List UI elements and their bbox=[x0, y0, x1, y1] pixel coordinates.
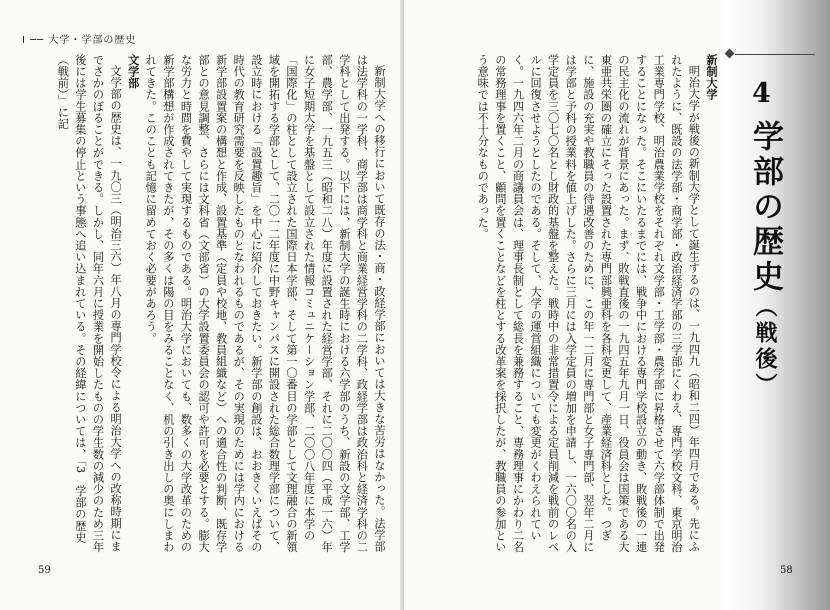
right-paragraph: 明治大学が戦後の新制大学として誕生するのは、一九四九（昭和二四）年四月である。先にふれたように、既設の法学部・商学部・政治経済学部の三学部にくわえ、専門学校文科、東京明治工業専門学校、明治農業学校をそれぞれ文学部・工学部・農学部に昇格させて六学部体制で出発することになった。そこにいたるまでには、戦争中における専門学校設立の動き、敗戦後の一連の民主化の流れが背景にあった。まず、敗戦直後の一九四五年九月一日、役員会は国策である大東亜共栄圏の確立にそった設置された専門部興亜科を各科変更して、産業経済科とした。つぎに、施設の充実や教職員の待遇改善のために、この年一二月に専門部と女子専門部、翌年二月には学部と予科の授業料を値上げした。さらに三月には入学定員の増加を申請し、一六〇〇名の入学定員を三〇七〇名とし財政的基盤を整えた。戦時中の非常措置令による定員削減を戦前のレベルに回復させようとしたのである。そして、大学の運営組織についても変更がくわえられていく。一九四六年二月の商議員会は、理事長制として総長を兼務すること、専務理事にかわり二名の常務理事を置くこと、顧問を置くことなどを柱とする改革案を採択したが、教職員の参加という意味では不十分なものであった。 bbox=[476, 54, 701, 553]
chapter-title-main: 学部の歴史 bbox=[747, 120, 783, 295]
left-paragraph: 新制大学への移行において既存の法・商・政経学部においては大きな苦労はなかった。法学部は法学科の一学科、商学部は商学科と商業経営学科の二学科、政経学部は政治科と経済学科の二学科として出発する。以下には、新制大学の誕生時における六学部のうち、新設の文学部、工学部、農学部、一九五三（昭和二八）年度に設置された経営学部、それに二〇〇四（平成一六）年に女子短期大学を基盤として設立された情報コミュニケーション学部、二〇〇八年度に本学の「国際化」の柱として設立された国際日本学部、そして第一〇番目の学部として文理融合の新領域を開拓する学部として、二〇一二年度に中野キャンパスに開設された総合数理学部について、設立時における「設置趣旨」を中心に紹介しておきたい。新学部の創設は、おおきくいえばその時代の教育研究需要を反映したものとなわれるものであるが、その実現のためには学内における新学部設置案の構想と作成、設置基準（定員や校地、教員組織など）への適合性の判断、既存学部との意見調整、さらには文科省（文部省）の大学設置委員会の認可や許可を必要とする。膨大な労力と時間を費やして実現するものである。明治大学においても、数多くの大学改革のための新学部構想が作成されてきたが、その多くは陽の目をみることなく、机の引き出しの奥にしまわれてきた。このことも記憶に留めておく必要があろう。 bbox=[144, 54, 386, 553]
chapter-subtitle: （戦後） bbox=[752, 295, 778, 399]
page-number-right: 58 bbox=[780, 565, 793, 576]
left-page-body bbox=[56, 54, 388, 558]
right-page-body bbox=[470, 54, 720, 558]
left-paragraph-literature: 文学部の歴史は、一九〇三（明治三六）年八月の専門学校令による明治大学への改称時期にまでさかのぼることができる。しかし、同年六月に授業を開始したものの学生数の減少のため三年後には学生募集の停止という事態へ追い込まれている。その経緯については、「3 学部の歴史（戦前）」に記 bbox=[56, 54, 123, 553]
section-heading-literature: 文学部 bbox=[126, 54, 140, 89]
page-number-left: 59 bbox=[38, 565, 51, 576]
chapter-number: 4 bbox=[752, 78, 771, 109]
left-page bbox=[0, 0, 404, 610]
running-head: I ── 大学・学部の歴史 bbox=[22, 35, 137, 46]
chapter-rule bbox=[735, 54, 815, 55]
chapter-title bbox=[743, 120, 787, 399]
section-heading-new-university: 新制大学 bbox=[705, 54, 718, 101]
